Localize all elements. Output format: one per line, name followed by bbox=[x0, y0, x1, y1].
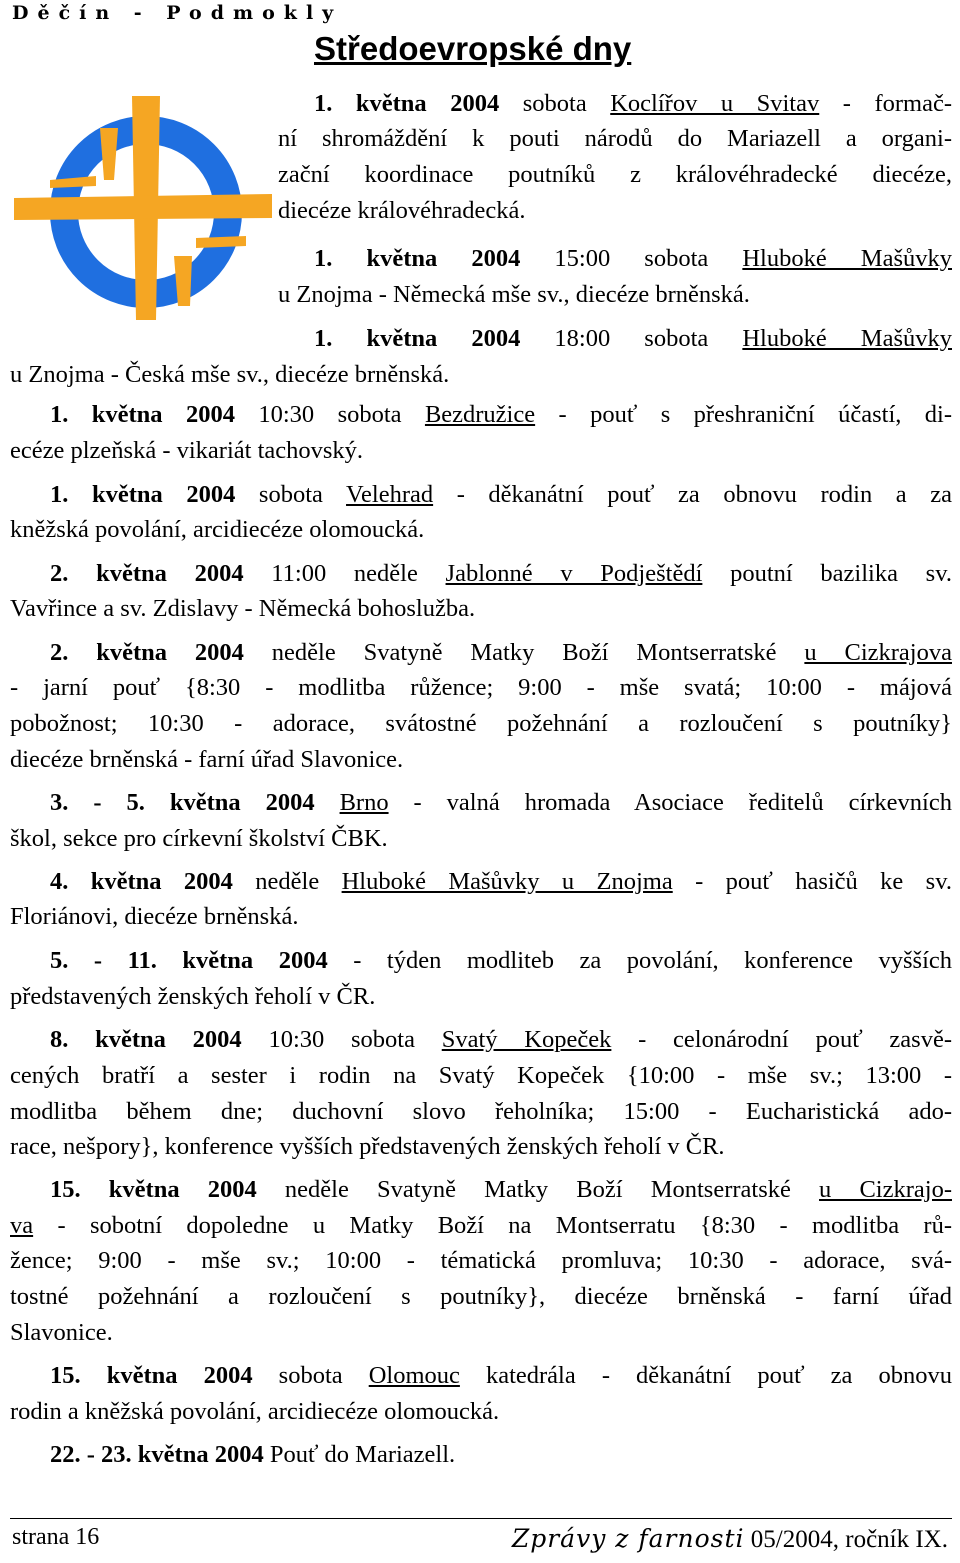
page-number: strana 16 bbox=[12, 1524, 100, 1550]
event-place: Svatý Kopeček bbox=[441, 1026, 612, 1053]
event-text: Vavřince a sv. Zdislavy - Německá bohoslužba. bbox=[10, 595, 476, 622]
event-text: - valná hromada Asociace ředitelů církevních bbox=[388, 789, 952, 816]
event-date: 22. - 23. května 2004 bbox=[50, 1441, 270, 1468]
event-text: škol, sekce pro církevní školství ČBK. bbox=[10, 825, 388, 852]
event-date: 1. května 2004 bbox=[314, 245, 555, 272]
event-line bbox=[50, 864, 952, 899]
event-text: Pouť do Mariazell. bbox=[269, 1441, 456, 1468]
event-text: - pouť hasičů ke sv. bbox=[672, 868, 952, 895]
event-line bbox=[10, 1243, 952, 1278]
event-text: 11:00 neděle bbox=[271, 560, 446, 587]
event-text: tostné požehnání a rozloučení s poutníky}, diecéze brněnská - farní úřad bbox=[10, 1283, 952, 1310]
event-text: Floriánovi, diecéze brněnská. bbox=[10, 903, 299, 930]
event-text: ní shromáždění k pouti národů do Mariazell a organi- bbox=[278, 125, 952, 152]
event-date: 8. května 2004 bbox=[50, 1026, 269, 1053]
event-text: poutní bazilika sv. bbox=[702, 560, 952, 587]
event-text: - formač- bbox=[819, 90, 952, 117]
event-date: 1. května 2004 bbox=[314, 90, 523, 117]
event-text: sobota bbox=[522, 90, 611, 117]
event-date: 3. - 5. května 2004 bbox=[50, 789, 340, 816]
event-line bbox=[278, 193, 952, 228]
event-line bbox=[10, 357, 952, 392]
event-line bbox=[10, 821, 952, 856]
event-line bbox=[10, 1208, 952, 1243]
event-text: sobota bbox=[258, 481, 347, 508]
event-text: pobožnost; 10:30 - adorace, svátostné požehnání a rozloučení s poutníky} bbox=[10, 710, 952, 737]
event-line bbox=[10, 706, 952, 741]
event-text: ecéze plzeňská - vikariát tachovský. bbox=[10, 437, 364, 464]
event-line bbox=[278, 157, 952, 192]
event-place: Hluboké Mašůvky u Znojma bbox=[341, 868, 673, 895]
event-place: Bezdružice bbox=[424, 401, 536, 428]
event-line bbox=[10, 979, 952, 1014]
event-line bbox=[50, 1022, 952, 1057]
event-line bbox=[50, 943, 952, 978]
event-line bbox=[314, 241, 952, 276]
event-text: diecéze královéhradecká. bbox=[278, 197, 526, 224]
event-date: 2. května 2004 bbox=[50, 639, 272, 666]
event-text: u Znojma - Německá mše sv., diecéze brněnská. bbox=[278, 281, 750, 308]
event-date: 1. května 2004 bbox=[50, 401, 259, 428]
event-text: cených bratří a sester i rodin na Svatý Kopeček {10:00 - mše sv.; 13:00 - bbox=[10, 1062, 952, 1089]
event-line bbox=[10, 1279, 952, 1314]
publication-issue: 05/2004, ročník IX. bbox=[750, 1526, 948, 1553]
event-place: va bbox=[10, 1212, 34, 1239]
event-text: neděle Svatyně Matky Boží Montserratské bbox=[284, 1176, 820, 1203]
event-place: u Cizkrajova bbox=[804, 639, 952, 666]
event-text: 10:30 sobota bbox=[268, 1026, 442, 1053]
event-text: - sobotní dopoledne u Matky Boží na Montserratu {8:30 - modlitba rů- bbox=[33, 1212, 952, 1239]
event-line bbox=[10, 433, 952, 468]
event-line bbox=[10, 1058, 952, 1093]
event-text: 15:00 sobota bbox=[554, 245, 743, 272]
event-date: 4. května 2004 bbox=[50, 868, 256, 895]
event-date: 15. května 2004 bbox=[50, 1176, 285, 1203]
event-text: katedrála - děkanátní pouť za obnovu bbox=[459, 1362, 952, 1389]
event-date: 15. května 2004 bbox=[50, 1362, 279, 1389]
event-line bbox=[50, 785, 952, 820]
event-line bbox=[278, 121, 952, 156]
event-line bbox=[50, 477, 952, 512]
event-place: Olomouc bbox=[368, 1362, 460, 1389]
event-line bbox=[50, 1437, 952, 1472]
event-text: neděle Svatyně Matky Boží Montserratské bbox=[271, 639, 805, 666]
event-text: diecéze brněnská - farní úřad Slavonice. bbox=[10, 746, 404, 773]
event-text: neděle bbox=[255, 868, 342, 895]
event-text: - týden modliteb za povolání, konference vyšších bbox=[353, 947, 953, 974]
event-line bbox=[10, 512, 952, 547]
event-text: 10:30 sobota bbox=[258, 401, 425, 428]
event-date: 1. května 2004 bbox=[314, 325, 555, 352]
event-place: Velehrad bbox=[346, 481, 434, 508]
event-line bbox=[10, 670, 952, 705]
event-line bbox=[50, 1358, 952, 1393]
event-place: Jablonné v Podještědí bbox=[445, 560, 703, 587]
page-header: Děčín - Podmokly bbox=[12, 2, 343, 24]
event-line bbox=[50, 635, 952, 670]
event-line bbox=[50, 556, 952, 591]
event-line bbox=[10, 742, 952, 777]
event-text: - jarní pouť {8:30 - modlitba růžence; 9:00 - mše svatá; 10:00 - májová bbox=[10, 674, 952, 701]
event-line bbox=[278, 277, 952, 312]
event-line bbox=[314, 86, 952, 121]
event-text: - děkanátní pouť za obnovu rodin a za bbox=[433, 481, 952, 508]
event-place: Brno bbox=[339, 789, 389, 816]
event-text: kněžská povolání, arcidiecéze olomoucká. bbox=[10, 516, 425, 543]
event-text: rodin a kněžská povolání, arcidiecéze olomoucká. bbox=[10, 1398, 500, 1425]
event-line bbox=[10, 1315, 952, 1350]
event-text: zační koordinace poutníků z královéhradecké diecéze, bbox=[278, 161, 952, 188]
event-text: - celonárodní pouť zasvě- bbox=[611, 1026, 952, 1053]
event-place: Koclířov u Svitav bbox=[610, 90, 820, 117]
event-line bbox=[50, 397, 952, 432]
event-date: 5. - 11. května 2004 bbox=[50, 947, 354, 974]
event-text: modlitba během dne; duchovní slovo řeholníka; 15:00 - Eucharistická ado- bbox=[10, 1098, 952, 1125]
event-place: Hluboké Mašůvky bbox=[742, 245, 952, 272]
event-text: žence; 9:00 - mše sv.; 10:00 - tématická promluva; 10:30 - adorace, svá- bbox=[10, 1247, 952, 1274]
event-line bbox=[314, 321, 952, 356]
event-text: představených ženských řeholí v ČR. bbox=[10, 983, 376, 1010]
event-line bbox=[10, 591, 952, 626]
logo-cross-icon bbox=[14, 96, 272, 320]
event-date: 1. května 2004 bbox=[50, 481, 259, 508]
event-line bbox=[10, 1129, 952, 1164]
event-place: u Cizkrajo- bbox=[819, 1176, 952, 1203]
event-text: Slavonice. bbox=[10, 1319, 113, 1346]
footer-divider bbox=[10, 1518, 952, 1519]
event-line bbox=[10, 1394, 952, 1429]
event-text: u Znojma - Česká mše sv., diecéze brněnská. bbox=[10, 361, 450, 388]
publication-name: Zprávy z farnosti bbox=[511, 1524, 745, 1553]
event-text: race, nešpory}, konference vyšších představených ženských řeholí v ČR. bbox=[10, 1133, 725, 1160]
event-line bbox=[10, 1094, 952, 1129]
event-text: sobota bbox=[278, 1362, 369, 1389]
page-title: Středoevropské dny bbox=[314, 30, 632, 67]
event-text: 18:00 sobota bbox=[554, 325, 743, 352]
event-place: Hluboké Mašůvky bbox=[742, 325, 952, 352]
event-line bbox=[50, 1172, 952, 1207]
footer-publication bbox=[512, 1524, 948, 1554]
event-text: - pouť s přeshraniční účastí, di- bbox=[535, 401, 952, 428]
event-date: 2. května 2004 bbox=[50, 560, 272, 587]
event-line bbox=[10, 899, 952, 934]
pilgrimage-logo bbox=[10, 88, 272, 338]
